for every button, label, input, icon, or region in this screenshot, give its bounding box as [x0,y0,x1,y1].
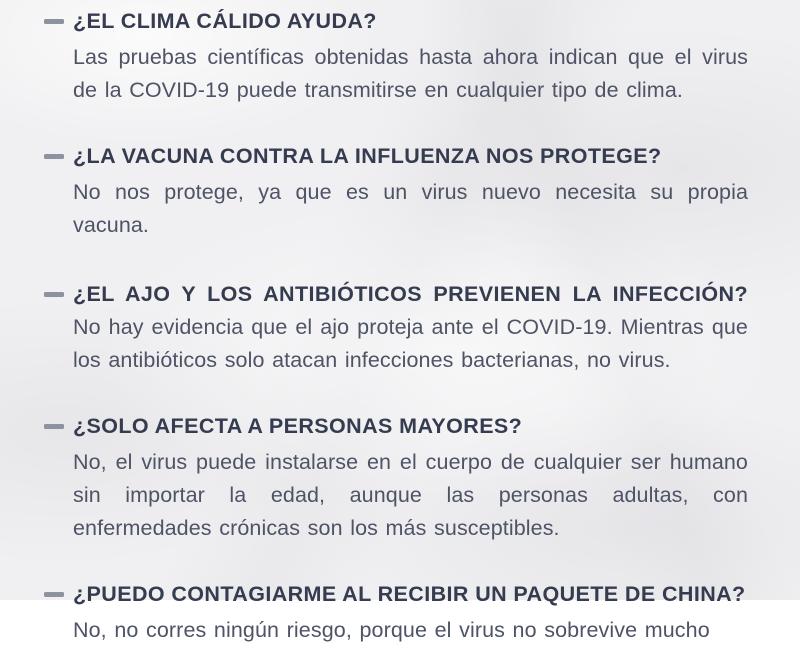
faq-answer: No, el virus puede instalarse en el cuerpo de cualquier ser humano sin importar la edad, aunque las personas adultas, con enfermedades crónicas son los más susceptibles. [73,450,748,540]
dash-bullet-icon [44,154,64,159]
faq-item-content [73,143,748,242]
faq-item [44,8,748,107]
faq-item-content [73,413,748,545]
faq-answer: Las pruebas científicas obtenidas hasta ahora indican que el virus de la COVID-19 puede transmitirse en cualquier tipo de clima. [73,45,748,102]
faq-item-content [73,8,748,107]
faq-question: ¿EL CLIMA CÁLIDO AYUDA? [73,9,377,33]
faq-answer: No hay evidencia que el ajo proteja ante el COVID-19. Mientras que los antibióticos solo atacan infecciones bacterianas, no virus. [73,315,748,372]
faq-item [44,581,748,647]
dash-bullet-icon [44,592,64,597]
faq-answer: No nos protege, ya que es un virus nuevo necesita su propia vacuna. [73,180,748,237]
dash-bullet-icon [44,19,64,24]
faq-item-content [73,581,748,647]
dash-bullet-icon [44,292,64,297]
dash-bullet-icon [44,424,64,429]
faq-answer: No, no corres ningún riesgo, porque el virus no sobrevive mucho [73,618,710,642]
faq-item [44,278,748,377]
faq-question: ¿SOLO AFECTA A PERSONAS MAYORES? [73,414,523,438]
faq-item [44,413,748,545]
faq-question-and-answer [73,278,748,377]
faq-item-content [73,278,748,377]
faq-question: ¿EL AJO Y LOS ANTIBIÓTICOS PREVIENEN LA INFECCIÓN? [73,282,748,306]
faq-item [44,143,748,242]
faq-question: ¿LA VACUNA CONTRA LA INFLUENZA NOS PROTEGE? [73,144,662,168]
faq-question: ¿PUEDO CONTAGIARME AL RECIBIR UN PAQUETE DE CHINA? [73,582,746,606]
